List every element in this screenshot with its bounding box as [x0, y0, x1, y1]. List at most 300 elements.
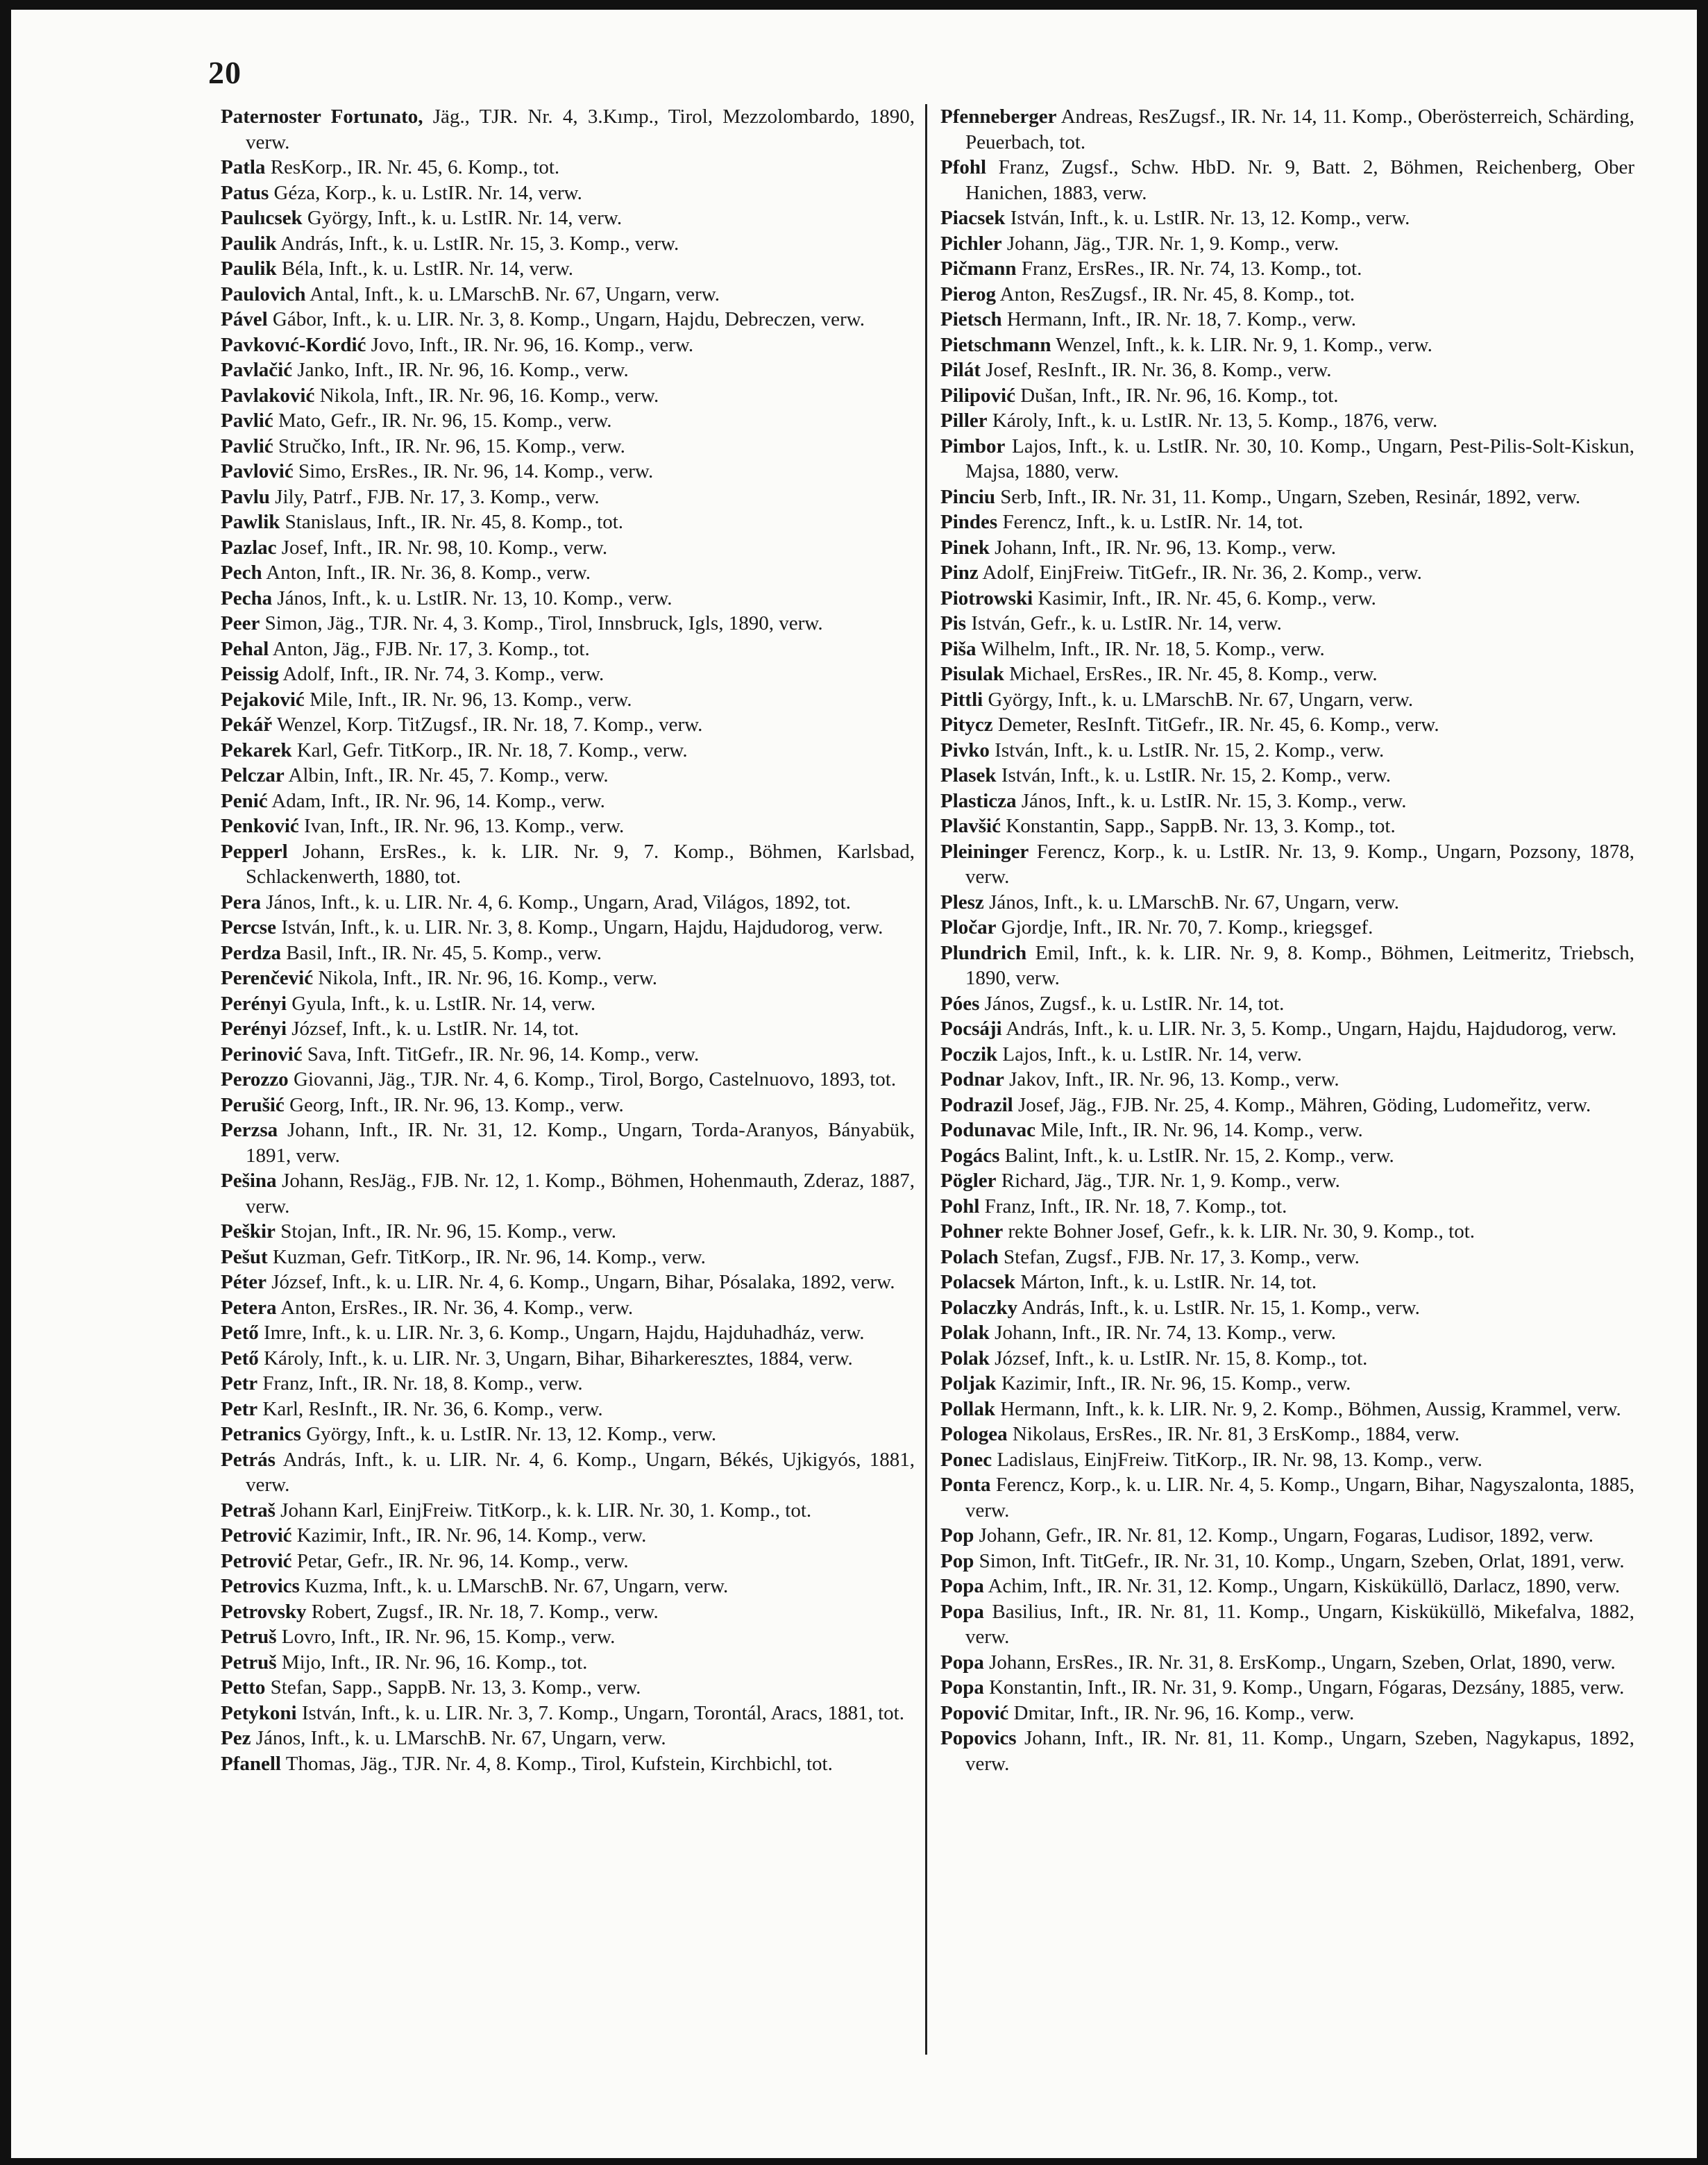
entry-surname: Perušić: [221, 1093, 285, 1116]
entry-surname: Podunavac: [940, 1119, 1035, 1141]
entry-details: Achim, Inft., IR. Nr. 31, 12. Komp., Ungarn, Kisküküllö, Darlacz, 1890, verw.: [983, 1575, 1621, 1597]
entry-surname: Poczik: [940, 1043, 998, 1065]
casualty-entry: [221, 637, 915, 662]
casualty-entry: [940, 256, 1634, 282]
entry-surname: Popović: [940, 1701, 1009, 1724]
entry-surname: Pop: [940, 1524, 974, 1547]
casualty-entry: [221, 763, 915, 789]
casualty-entry: [221, 282, 915, 308]
entry-surname: Pop: [940, 1549, 974, 1572]
entry-surname: Patla: [221, 156, 266, 178]
entry-surname: Perozzo: [221, 1068, 289, 1090]
casualty-entry: [221, 687, 915, 713]
entry-details: János, Inft., k. u. LstIR. Nr. 13, 10. Komp., verw.: [272, 587, 673, 609]
casualty-entry: [940, 1371, 1634, 1397]
entry-details: Stefan, Sapp., SappB. Nr. 13, 3. Komp., verw.: [265, 1676, 641, 1699]
entry-surname: Petruš: [221, 1626, 277, 1648]
entry-details: György, Inft., k. u. LMarschB. Nr. 67, Ungarn, verw.: [983, 688, 1414, 711]
casualty-entry: [940, 611, 1634, 637]
entry-details: András, Inft., k. u. LIR. Nr. 4, 6. Komp., Ungarn, Békés, Ujkigyós, 1881, verw.: [246, 1448, 915, 1496]
entry-details: Ivan, Inft., IR. Nr. 96, 13. Komp., verw.: [298, 815, 625, 837]
casualty-entry: [221, 1523, 915, 1549]
casualty-entry: [221, 1346, 915, 1372]
entry-details: Gjordje, Inft., IR. Nr. 70, 7. Komp., kriegsgef.: [996, 916, 1373, 938]
entry-surname: Pietschmann: [940, 333, 1051, 356]
casualty-entry: [940, 383, 1634, 409]
entry-details: Basil, Inft., IR. Nr. 45, 5. Komp., verw.: [280, 941, 602, 964]
casualty-entry: [940, 712, 1634, 738]
entry-surname: Pető: [221, 1347, 259, 1370]
entry-details: Lajos, Inft., k. u. LstIR. Nr. 30, 10. Komp., Ungarn, Pest-Pilis-Solt-Kiskun, Majsa, 1880, verw.: [965, 435, 1634, 482]
entry-details: István, Inft., k. u. LstIR. Nr. 15, 2. Komp., verw.: [989, 739, 1385, 761]
entry-details: Nikola, Inft., IR. Nr. 96, 16. Komp., verw.: [314, 384, 659, 407]
entry-surname: Polaczky: [940, 1296, 1018, 1319]
casualty-entry: [221, 560, 915, 586]
entry-surname: Pepperl: [221, 840, 288, 863]
casualty-entry: [221, 966, 915, 991]
entry-surname: Polach: [940, 1245, 999, 1268]
entry-surname: Petruš: [221, 1651, 277, 1674]
entry-details: János, Inft., k. u. LIR. Nr. 4, 6. Komp., Ungarn, Arad, Világos, 1892, tot.: [260, 891, 851, 913]
entry-details: Josef, Jäg., FJB. Nr. 25, 4. Komp., Mähren, Göding, Ludomeřitz, verw.: [1013, 1093, 1591, 1116]
casualty-entry: [940, 1447, 1634, 1473]
entry-surname: Pimbor: [940, 435, 1006, 457]
casualty-entry: [221, 991, 915, 1017]
entry-surname: Paulik: [221, 258, 277, 280]
entry-details: Imre, Inft., k. u. LIR. Nr. 3, 6. Komp., Ungarn, Hajdu, Hajduhadház, verw.: [258, 1322, 865, 1344]
entry-surname: Perzsa: [221, 1119, 278, 1141]
casualty-entry: [940, 1422, 1634, 1447]
casualty-entry: [221, 459, 915, 485]
entry-details: Adam, Inft., IR. Nr. 96, 14. Komp., verw.: [267, 789, 605, 812]
entry-surname: Pindes: [940, 511, 998, 533]
entry-surname: Pločar: [940, 916, 997, 938]
casualty-entry: [940, 1549, 1634, 1574]
entry-details: Gyula, Inft., k. u. LstIR. Nr. 14, verw.: [287, 992, 596, 1015]
entry-details: Ferencz, Korp., k. u. LstIR. Nr. 13, 9. Komp., Ungarn, Pozsony, 1878, verw.: [965, 840, 1634, 888]
casualty-entry: [221, 408, 915, 434]
entry-details: Georg, Inft., IR. Nr. 96, 13. Komp., verw.: [284, 1093, 624, 1116]
entry-details: Stojan, Inft., IR. Nr. 96, 15. Komp., verw.: [275, 1220, 617, 1242]
entry-surname: Ponta: [940, 1474, 991, 1496]
entry-surname: Pawlik: [221, 511, 280, 533]
entry-surname: Pilipović: [940, 384, 1015, 407]
entry-surname: Pollak: [940, 1397, 995, 1420]
entry-surname: Petrovics: [221, 1575, 300, 1597]
casualty-entry: [221, 155, 915, 180]
entry-surname: Pavlaković: [221, 384, 315, 407]
entry-surname: Ponec: [940, 1448, 992, 1471]
page-number: 20: [208, 55, 242, 90]
entry-details: Johann, Jäg., TJR. Nr. 1, 9. Komp., verw.: [1001, 232, 1339, 255]
casualty-entry: [940, 104, 1634, 155]
entry-details: Wenzel, Inft., k. k. LIR. Nr. 9, 1. Komp., verw.: [1051, 333, 1432, 356]
entry-details: Robert, Zugsf., IR. Nr. 18, 7. Komp., verw.: [306, 1600, 659, 1623]
casualty-entry: [221, 789, 915, 814]
entry-details: Konstantin, Inft., IR. Nr. 31, 9. Komp., Ungarn, Fógaras, Dezsány, 1885, verw.: [983, 1676, 1625, 1699]
casualty-entry: [940, 738, 1634, 764]
casualty-entry: [940, 991, 1634, 1017]
entry-details: Jovo, Inft., IR. Nr. 96, 16. Komp., verw.: [366, 333, 694, 356]
entry-surname: Plasticza: [940, 789, 1017, 812]
entry-details: István, Gefr., k. u. LstIR. Nr. 14, verw.: [966, 612, 1282, 634]
casualty-entry: [221, 1447, 915, 1498]
entry-surname: Petera: [221, 1296, 277, 1319]
casualty-entry: [940, 282, 1634, 308]
entry-details: Franz, Inft., IR. Nr. 18, 7. Komp., tot.: [979, 1195, 1287, 1218]
entry-details: Ladislaus, EinjFreiw. TitKorp., IR. Nr. 98, 13. Komp., verw.: [992, 1448, 1482, 1471]
entry-surname: Petr: [221, 1397, 258, 1420]
entry-details: András, Inft., k. u. LstIR. Nr. 15, 3. Komp., verw.: [276, 232, 679, 255]
entry-surname: Pech: [221, 562, 262, 584]
casualty-entry: [940, 1574, 1634, 1599]
casualty-entry: [940, 1270, 1634, 1295]
entry-details: Jäg., TJR. Nr. 4, 3.Kımp., Tirol, Mezzolombardo, 1890, verw.: [246, 106, 915, 153]
entry-details: József, Inft., k. u. LIR. Nr. 4, 6. Komp., Ungarn, Bihar, Pósalaka, 1892, verw.: [267, 1271, 895, 1293]
entry-details: Kazimir, Inft., IR. Nr. 96, 14. Komp., verw.: [291, 1524, 647, 1547]
casualty-entry: [221, 839, 915, 890]
entry-surname: Pinz: [940, 562, 979, 584]
casualty-entry: [940, 1346, 1634, 1372]
entry-details: Johann, Inft., IR. Nr. 74, 13. Komp., verw.: [989, 1322, 1337, 1344]
entry-surname: Pešina: [221, 1170, 277, 1192]
entry-surname: Pehal: [221, 637, 269, 660]
casualty-entry: [940, 1523, 1634, 1549]
entry-details: Johann, Inft., IR. Nr. 96, 13. Komp., verw.: [989, 536, 1337, 559]
entry-details: ResKorp., IR. Nr. 45, 6. Komp., tot.: [265, 156, 560, 178]
casualty-entry: [221, 1701, 915, 1726]
entry-surname: Petraš: [221, 1499, 276, 1522]
entry-details: Wilhelm, Inft., IR. Nr. 18, 5. Komp., verw.: [976, 637, 1325, 660]
casualty-entry: [221, 1599, 915, 1625]
entry-surname: Pičmann: [940, 258, 1017, 280]
left-column: [221, 104, 915, 1776]
casualty-entry: [940, 357, 1634, 383]
entry-details: József, Inft., k. u. LstIR. Nr. 15, 8. Komp., tot.: [989, 1347, 1368, 1370]
casualty-entry: [940, 814, 1634, 839]
entry-details: Dušan, Inft., IR. Nr. 96, 16. Komp., tot.: [1015, 384, 1339, 407]
casualty-entry: [221, 1118, 915, 1168]
entry-surname: Pavlić: [221, 410, 273, 432]
entry-details: Franz, ErsRes., IR. Nr. 74, 13. Komp., tot.: [1016, 258, 1362, 280]
entry-surname: Pavlu: [221, 485, 270, 508]
entry-surname: Pinciu: [940, 485, 995, 508]
casualty-entry: [940, 560, 1634, 586]
entry-surname: Petrás: [221, 1448, 276, 1471]
casualty-entry: [940, 1093, 1634, 1118]
entry-surname: Piacsek: [940, 207, 1006, 229]
casualty-entry: [221, 1042, 915, 1068]
casualty-entry: [221, 1422, 915, 1447]
casualty-entry: [940, 1042, 1634, 1068]
casualty-entry: [940, 1245, 1634, 1270]
entry-surname: Pez: [221, 1727, 251, 1749]
entry-surname: Pierog: [940, 283, 996, 305]
entry-surname: Pera: [221, 891, 261, 913]
scan-border-top: [0, 0, 1708, 10]
casualty-entry: [940, 789, 1634, 814]
entry-details: Janko, Inft., IR. Nr. 96, 16. Komp., verw.: [292, 359, 629, 381]
entry-surname: Paternoster Fortunato,: [221, 106, 423, 128]
casualty-entry: [221, 1726, 915, 1751]
casualty-entry: [221, 586, 915, 612]
entry-details: István, Inft., k. u. LstIR. Nr. 13, 12. Komp., verw.: [1005, 207, 1410, 229]
entry-details: Adolf, Inft., IR. Nr. 74, 3. Komp., verw.: [278, 663, 604, 685]
entry-details: Hermann, Inft., IR. Nr. 18, 7. Komp., verw.: [1001, 308, 1356, 330]
casualty-entry: [221, 1549, 915, 1574]
entry-details: Kuzman, Gefr. TitKorp., IR. Nr. 96, 14. Komp., verw.: [267, 1245, 706, 1268]
entry-surname: Pis: [940, 612, 967, 634]
entry-details: Andreas, ResZugsf., IR. Nr. 14, 11. Komp., Oberösterreich, Schärding, Peuerbach, tot.: [965, 106, 1634, 153]
entry-details: Konstantin, Sapp., SappB. Nr. 13, 3. Komp., tot.: [1001, 815, 1396, 837]
entry-surname: Pecha: [221, 587, 273, 609]
entry-details: Kasimir, Inft., IR. Nr. 45, 6. Komp., verw.: [1033, 587, 1376, 609]
entry-surname: Petrovsky: [221, 1600, 307, 1623]
entry-details: Jakov, Inft., IR. Nr. 96, 13. Komp., verw.: [1004, 1068, 1339, 1090]
casualty-entry: [940, 1675, 1634, 1701]
casualty-entry: [940, 839, 1634, 890]
casualty-entry: [940, 434, 1634, 485]
casualty-entry: [221, 1650, 915, 1676]
casualty-entry: [940, 941, 1634, 991]
entry-details: István, Inft., k. u. LIR. Nr. 3, 7. Komp., Ungarn, Torontál, Aracs, 1881, tot.: [296, 1701, 904, 1724]
entry-details: András, Inft., k. u. LIR. Nr. 3, 5. Komp., Ungarn, Hajdu, Hajdudorog, verw.: [1001, 1018, 1617, 1040]
entry-surname: Pavkovıć-Kordić: [221, 333, 366, 356]
entry-details: Károly, Inft., k. u. LIR. Nr. 3, Ungarn, Bihar, Biharkeresztes, 1884, verw.: [258, 1347, 853, 1370]
entry-details: Johann, ErsRes., IR. Nr. 31, 8. ErsKomp., Ungarn, Szeben, Orlat, 1890, verw.: [983, 1651, 1616, 1674]
entry-details: Dmitar, Inft., IR. Nr. 96, 16. Komp., verw.: [1008, 1701, 1355, 1724]
column-divider: [925, 104, 927, 2055]
entry-surname: Peer: [221, 612, 260, 634]
entry-surname: Pitycz: [940, 714, 993, 736]
casualty-entry: [221, 1751, 915, 1777]
casualty-entry: [221, 1067, 915, 1093]
entry-details: Franz, Inft., IR. Nr. 18, 8. Komp., verw.: [257, 1372, 583, 1395]
casualty-entry: [940, 485, 1634, 510]
entry-surname: Pisulak: [940, 663, 1004, 685]
entry-surname: Petranics: [221, 1423, 301, 1445]
entry-details: Mile, Inft., IR. Nr. 96, 13. Komp., verw.: [304, 688, 632, 711]
casualty-entry: [221, 1320, 915, 1346]
entry-details: Emil, Inft., k. k. LIR. Nr. 9, 8. Komp., Böhmen, Leitmeritz, Triebsch, 1890, verw.: [965, 941, 1634, 989]
entry-details: Franz, Zugsf., Schw. HbD. Nr. 9, Batt. 2, Böhmen, Reichenberg, Ober Hanichen, 1883, verw.: [965, 156, 1634, 204]
entry-surname: Pavlačić: [221, 359, 293, 381]
casualty-entry: [940, 332, 1634, 358]
entry-surname: Plavšić: [940, 815, 1001, 837]
entry-details: Nikolaus, ErsRes., IR. Nr. 81, 3 ErsKomp., 1884, verw.: [1007, 1423, 1460, 1445]
entry-surname: Perényi: [221, 992, 287, 1015]
entry-details: Mato, Gefr., IR. Nr. 96, 15. Komp., verw.: [273, 410, 612, 432]
casualty-entry: [221, 662, 915, 687]
casualty-entry: [221, 357, 915, 383]
entry-surname: Perenčević: [221, 967, 314, 989]
casualty-entry: [221, 383, 915, 409]
scan-border-right: [1697, 0, 1708, 2165]
entry-details: Károly, Inft., k. u. LstIR. Nr. 13, 5. Komp., 1876, verw.: [987, 410, 1438, 432]
entry-surname: Penić: [221, 789, 268, 812]
entry-details: Anton, ErsRes., IR. Nr. 36, 4. Komp., verw.: [276, 1296, 634, 1319]
casualty-entry: [221, 915, 915, 941]
entry-surname: Plundrich: [940, 941, 1027, 964]
entry-details: Sava, Inft. TitGefr., IR. Nr. 96, 14. Komp., verw.: [302, 1043, 700, 1065]
entry-surname: Pető: [221, 1322, 259, 1344]
casualty-entry: [940, 637, 1634, 662]
entry-details: Hermann, Inft., k. k. LIR. Nr. 9, 2. Komp., Böhmen, Aussig, Krammel, verw.: [995, 1397, 1621, 1420]
casualty-entry: [940, 1168, 1634, 1194]
entry-surname: Pietsch: [940, 308, 1002, 330]
casualty-entry: [221, 180, 915, 206]
entry-details: János, Inft., k. u. LMarschB. Nr. 67, Ungarn, verw.: [251, 1727, 666, 1749]
casualty-entry: [940, 662, 1634, 687]
entry-surname: Petrović: [221, 1549, 292, 1572]
entry-details: Anton, ResZugsf., IR. Nr. 45, 8. Komp., tot.: [996, 283, 1355, 305]
entry-surname: Pavlić: [221, 435, 273, 457]
entry-details: István, Inft., k. u. LstIR. Nr. 15, 2. Komp., verw.: [996, 764, 1391, 786]
casualty-entry: [940, 1320, 1634, 1346]
entry-surname: Popa: [940, 1575, 984, 1597]
casualty-entry: [221, 485, 915, 510]
entry-details: Petar, Gefr., IR. Nr. 96, 14. Komp., verw.: [291, 1549, 629, 1572]
casualty-entry: [221, 1270, 915, 1295]
entry-surname: Póes: [940, 992, 980, 1015]
entry-surname: Perényi: [221, 1018, 287, 1040]
entry-details: Albin, Inft., IR. Nr. 45, 7. Komp., verw.: [284, 764, 609, 786]
entry-details: Thomas, Jäg., TJR. Nr. 4, 8. Komp., Tirol, Kufstein, Kirchbichl, tot.: [281, 1752, 833, 1775]
casualty-entry: [221, 1371, 915, 1397]
casualty-entry: [940, 1701, 1634, 1726]
entry-details: Lovro, Inft., IR. Nr. 96, 15. Komp., verw.: [276, 1626, 616, 1648]
entry-surname: Pekář: [221, 714, 273, 736]
casualty-entry: [940, 535, 1634, 561]
entry-surname: Pejaković: [221, 688, 305, 711]
right-column: [940, 104, 1634, 1776]
casualty-entry: [221, 1574, 915, 1599]
entry-details: Gábor, Inft., k. u. LIR. Nr. 3, 8. Komp., Ungarn, Hajdu, Debreczen, verw.: [267, 308, 865, 330]
casualty-entry: [221, 509, 915, 535]
entry-details: Josef, Inft., IR. Nr. 98, 10. Komp., verw.: [276, 536, 608, 559]
casualty-entry: [221, 104, 915, 155]
entry-details: Johann, ResJäg., FJB. Nr. 12, 1. Komp., Böhmen, Hohenmauth, Zderaz, 1887, verw.: [246, 1170, 915, 1218]
entry-details: Stanislaus, Inft., IR. Nr. 45, 8. Komp., tot.: [280, 511, 624, 533]
entry-surname: Pinek: [940, 536, 990, 559]
entry-surname: Penković: [221, 815, 299, 837]
entry-surname: Paulik: [221, 232, 277, 255]
casualty-entry: [221, 941, 915, 966]
entry-details: Stefan, Zugsf., FJB. Nr. 17, 3. Komp., verw.: [998, 1245, 1360, 1268]
casualty-entry: [940, 1599, 1634, 1650]
casualty-entry: [940, 1219, 1634, 1245]
entry-details: György, Inft., k. u. LstIR. Nr. 13, 12. Komp., verw.: [301, 1423, 717, 1445]
entry-surname: Piller: [940, 410, 988, 432]
casualty-entry: [221, 434, 915, 460]
entry-details: János, Zugsf., k. u. LstIR. Nr. 14, tot.: [979, 992, 1285, 1015]
casualty-entry: [940, 231, 1634, 257]
entry-surname: Peissig: [221, 663, 279, 685]
casualty-entry: [940, 1067, 1634, 1093]
entry-details: Kuzma, Inft., k. u. LMarschB. Nr. 67, Ungarn, verw.: [299, 1575, 729, 1597]
casualty-entry: [940, 1397, 1634, 1422]
casualty-entry: [940, 307, 1634, 332]
entry-details: József, Inft., k. u. LstIR. Nr. 14, tot.: [287, 1018, 580, 1040]
entry-surname: Pelczar: [221, 764, 285, 786]
entry-surname: Plasek: [940, 764, 997, 786]
casualty-entry: [221, 738, 915, 764]
casualty-entry: [221, 205, 915, 231]
entry-surname: Pazlac: [221, 536, 277, 559]
entry-surname: Polacsek: [940, 1271, 1015, 1293]
entry-surname: Petrović: [221, 1524, 292, 1547]
entry-details: Michael, ErsRes., IR. Nr. 45, 8. Komp., verw.: [1004, 663, 1378, 685]
entry-details: Johann Karl, EinjFreiw. TitKorp., k. k. LIR. Nr. 30, 1. Komp., tot.: [275, 1499, 812, 1522]
entry-surname: Pichler: [940, 232, 1002, 255]
entry-surname: Pittli: [940, 688, 983, 711]
entry-surname: Petykoni: [221, 1701, 297, 1724]
casualty-entry: [221, 1168, 915, 1219]
entry-details: Anton, Inft., IR. Nr. 36, 8. Komp., verw.: [262, 562, 591, 584]
casualty-entry: [940, 763, 1634, 789]
casualty-entry: [221, 1295, 915, 1321]
casualty-entry: [940, 1472, 1634, 1523]
entry-surname: Podrazil: [940, 1093, 1013, 1116]
entry-surname: Pfanell: [221, 1752, 281, 1775]
entry-details: Serb, Inft., IR. Nr. 31, 11. Komp., Ungarn, Szeben, Resinár, 1892, verw.: [995, 485, 1581, 508]
entry-surname: Percse: [221, 916, 276, 938]
entry-details: János, Inft., k. u. LstIR. Nr. 15, 3. Komp., verw.: [1016, 789, 1407, 812]
entry-surname: Plesz: [940, 891, 984, 913]
casualty-entry: [940, 1118, 1634, 1143]
entry-details: Mijo, Inft., IR. Nr. 96, 16. Komp., tot.: [276, 1651, 588, 1674]
entry-surname: Polak: [940, 1322, 990, 1344]
entry-details: Johann, ErsRes., k. k. LIR. Nr. 9, 7. Komp., Böhmen, Karlsbad, Schlackenwerth, 1880, tot.: [246, 840, 915, 888]
casualty-entry: [221, 307, 915, 332]
entry-surname: Perdza: [221, 941, 281, 964]
entry-details: Simon, Inft. TitGefr., IR. Nr. 31, 10. Komp., Ungarn, Szeben, Orlat, 1891, verw.: [974, 1549, 1625, 1572]
entry-surname: Polak: [940, 1347, 990, 1370]
entry-details: Simo, ErsRes., IR. Nr. 96, 14. Komp., verw.: [293, 460, 654, 482]
casualty-entry: [221, 1016, 915, 1042]
entry-surname: Patus: [221, 181, 269, 204]
entry-details: Anton, Jäg., FJB. Nr. 17, 3. Komp., tot.: [269, 637, 590, 660]
casualty-entry: [221, 231, 915, 257]
entry-details: Kazimir, Inft., IR. Nr. 96, 15. Komp., verw.: [996, 1372, 1351, 1395]
entry-surname: Petr: [221, 1372, 258, 1395]
entry-surname: Pilát: [940, 359, 981, 381]
casualty-entry: [940, 1726, 1634, 1776]
entry-surname: Podnar: [940, 1068, 1004, 1090]
casualty-entry: [221, 611, 915, 637]
entry-details: Ferencz, Inft., k. u. LstIR. Nr. 14, tot.: [997, 511, 1303, 533]
entry-surname: Pavlović: [221, 460, 294, 482]
entry-details: György, Inft., k. u. LstIR. Nr. 14, verw.: [302, 207, 623, 229]
entry-details: Wenzel, Korp. TitZugsf., IR. Nr. 18, 7. Komp., verw.: [272, 714, 703, 736]
entry-details: János, Inft., k. u. LMarschB. Nr. 67, Ungarn, verw.: [983, 891, 1399, 913]
entry-details: Antal, Inft., k. u. LMarschB. Nr. 67, Ungarn, verw.: [305, 283, 720, 305]
entry-surname: Paulovich: [221, 283, 306, 305]
entry-details: Mile, Inft., IR. Nr. 96, 14. Komp., verw.: [1035, 1119, 1363, 1141]
casualty-entry: [221, 1675, 915, 1701]
entry-surname: Poljak: [940, 1372, 997, 1395]
casualty-entry: [940, 1194, 1634, 1220]
entry-details: Stručko, Inft., IR. Nr. 96, 15. Komp., verw.: [273, 435, 625, 457]
casualty-entry: [940, 1295, 1634, 1321]
entry-surname: Pogács: [940, 1144, 1000, 1167]
casualty-entry: [940, 408, 1634, 434]
casualty-entry: [940, 586, 1634, 612]
entry-details: rekte Bohner Josef, Gefr., k. k. LIR. Nr. 30, 9. Komp., tot.: [1003, 1220, 1476, 1242]
entry-details: Josef, ResInft., IR. Nr. 36, 8. Komp., verw.: [981, 359, 1332, 381]
entry-surname: Pleininger: [940, 840, 1029, 863]
entry-surname: Piotrowski: [940, 587, 1033, 609]
